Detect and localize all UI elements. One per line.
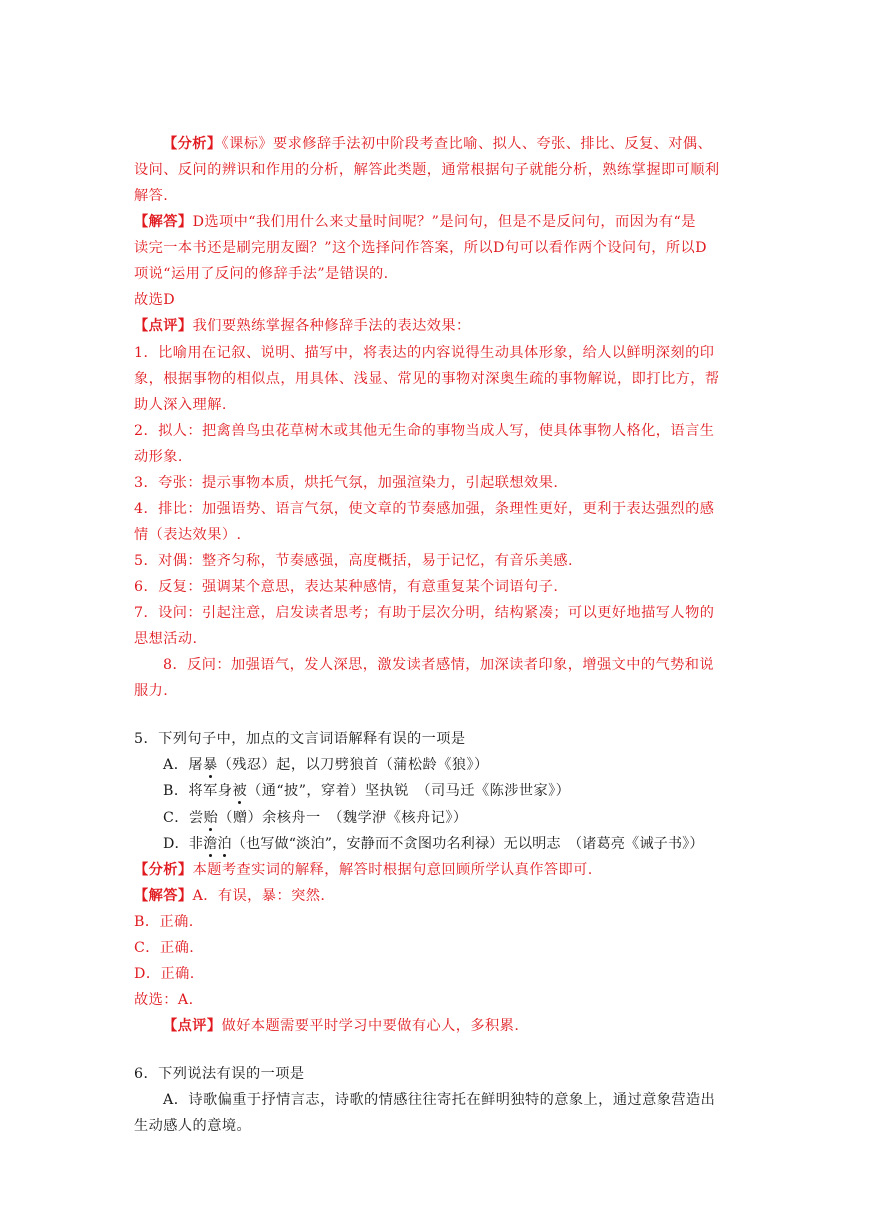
comment-tag: 【点评】 — [163, 1018, 222, 1034]
comment-line: 情（表达效果）. — [134, 527, 242, 543]
comment-line: 6．反复：强调某个意思，表达某种感情，有意重复某个词语句子. — [134, 579, 559, 595]
question-5-answer: 【解答】A．有误，暴：突然. — [134, 888, 326, 904]
comment-line: 象，根据事物的相似点，用具体、浅显、常见的事物对深奥生疏的事物解说，即打比方，帮 — [134, 371, 720, 387]
answer-conclusion: 故选D — [134, 292, 176, 308]
dotted-word: 贻 — [203, 810, 219, 826]
answer-line-3: 项说“运用了反问的修辞手法”是错误的. — [134, 266, 389, 282]
comment-line: 5．对偶：整齐匀称，节奏感强，高度概括，易于记忆，有音乐美感. — [134, 553, 573, 569]
question-5-conclusion: 故选：A. — [134, 992, 194, 1008]
question-6-option-a: A．诗歌偏重于抒情言志，诗歌的情感往往寄托在鲜明独特的意象上，通过意象营造出 — [163, 1092, 716, 1108]
question-5-stem: 5．下列句子中，加点的文言词语解释有误的一项是 — [134, 731, 466, 747]
comment-line: 2．拟人：把禽兽鸟虫花草树木或其他无生命的事物当成人写，使具体事物人格化，语言生 — [134, 423, 715, 439]
comment-line: 7．设问：引起注意，启发读者思考；有助于层次分明，结构紧凑；可以更好地描写人物的 — [134, 605, 715, 621]
comment-line: 动形象. — [134, 449, 183, 465]
comment-line: 服力. — [134, 683, 169, 699]
dotted-word: 澹 — [203, 836, 218, 852]
question-5-answer-b: B．正确. — [134, 914, 194, 930]
question-5-comment: 【点评】做好本题需要平时学习中要做有心人，多积累. — [163, 1018, 520, 1034]
analysis-line-1: 【分析】《课标》要求修辞手法初中阶段考查比喻、拟人、夸张、排比、反复、对偶、 — [163, 136, 713, 152]
question-5-analysis: 【分析】本题考查实词的解释，解答时根据句意回顾所学认真作答即可. — [134, 862, 593, 878]
question-5-option-d: D．非澹泊（也写做“淡泊”，安静而不贪图功名利禄）无以明志 （诸葛亮《诫子书》） — [163, 836, 704, 852]
answer-line-2: 读完一本书还是刷完朋友圈？”这个选择问作答案，所以D句可以看作两个设问句，所以D — [134, 240, 707, 256]
comment-line: 3．夸张：提示事物本质，烘托气氛，加强渲染力，引起联想效果. — [134, 475, 559, 491]
comment-line: 助人深入理解. — [134, 397, 227, 413]
analysis-tag: 【分析】 — [134, 862, 193, 878]
comment-line: 1．比喻用在记叙、说明、描写中，将表达的内容说得生动具体形象，给人以鲜明深刻的印 — [134, 345, 715, 361]
comment-line: 4．排比：加强语势、语言气氛，使文章的节奏感加强，条理性更好，更利于表达强烈的感 — [134, 501, 715, 517]
question-6-option-a-cont: 生动感人的意境。 — [134, 1118, 252, 1134]
question-5-option-b: B．将军身被（通“披”，穿着）坚执锐 （司马迁《陈涉世家》） — [163, 783, 571, 799]
dotted-word: 暴 — [202, 757, 218, 773]
question-5-answer-d: D．正确. — [134, 966, 195, 982]
comment-tag: 【点评】 — [134, 318, 193, 334]
answer-line-1: 【解答】D选项中“我们用什么来丈量时间呢？”是问句，但是不是反问句，而因为有“是 — [134, 214, 696, 230]
comment-intro: 【点评】我们要熟练掌握各种修辞手法的表达效果： — [134, 318, 471, 334]
answer-tag: 【解答】 — [134, 214, 193, 230]
question-6-stem: 6．下列说法有误的一项是 — [134, 1066, 305, 1082]
question-5-answer-c: C．正确. — [134, 940, 195, 956]
answer-tag: 【解答】 — [134, 888, 193, 904]
analysis-line-3: 解答. — [134, 188, 169, 204]
dotted-word: 泊 — [217, 836, 232, 852]
question-5-option-c: C．尝贻（赠）余核舟一 （魏学洢《核舟记》） — [163, 810, 468, 826]
comment-line: 8．反问：加强语气，发人深思，激发读者感情，加深读者印象，增强文中的气势和说 — [163, 657, 715, 673]
dotted-word: 被 — [232, 783, 248, 799]
comment-line: 思想活动. — [134, 631, 198, 647]
analysis-line-2: 设问、反问的辨识和作用的分析，解答此类题，通常根据句子就能分析，熟练掌握即可顺利 — [134, 162, 720, 178]
analysis-tag: 【分析】 — [163, 136, 222, 152]
question-5-option-a: A．屠暴（残忍）起，以刀劈狼首（蒲松龄《狼》） — [163, 757, 489, 773]
